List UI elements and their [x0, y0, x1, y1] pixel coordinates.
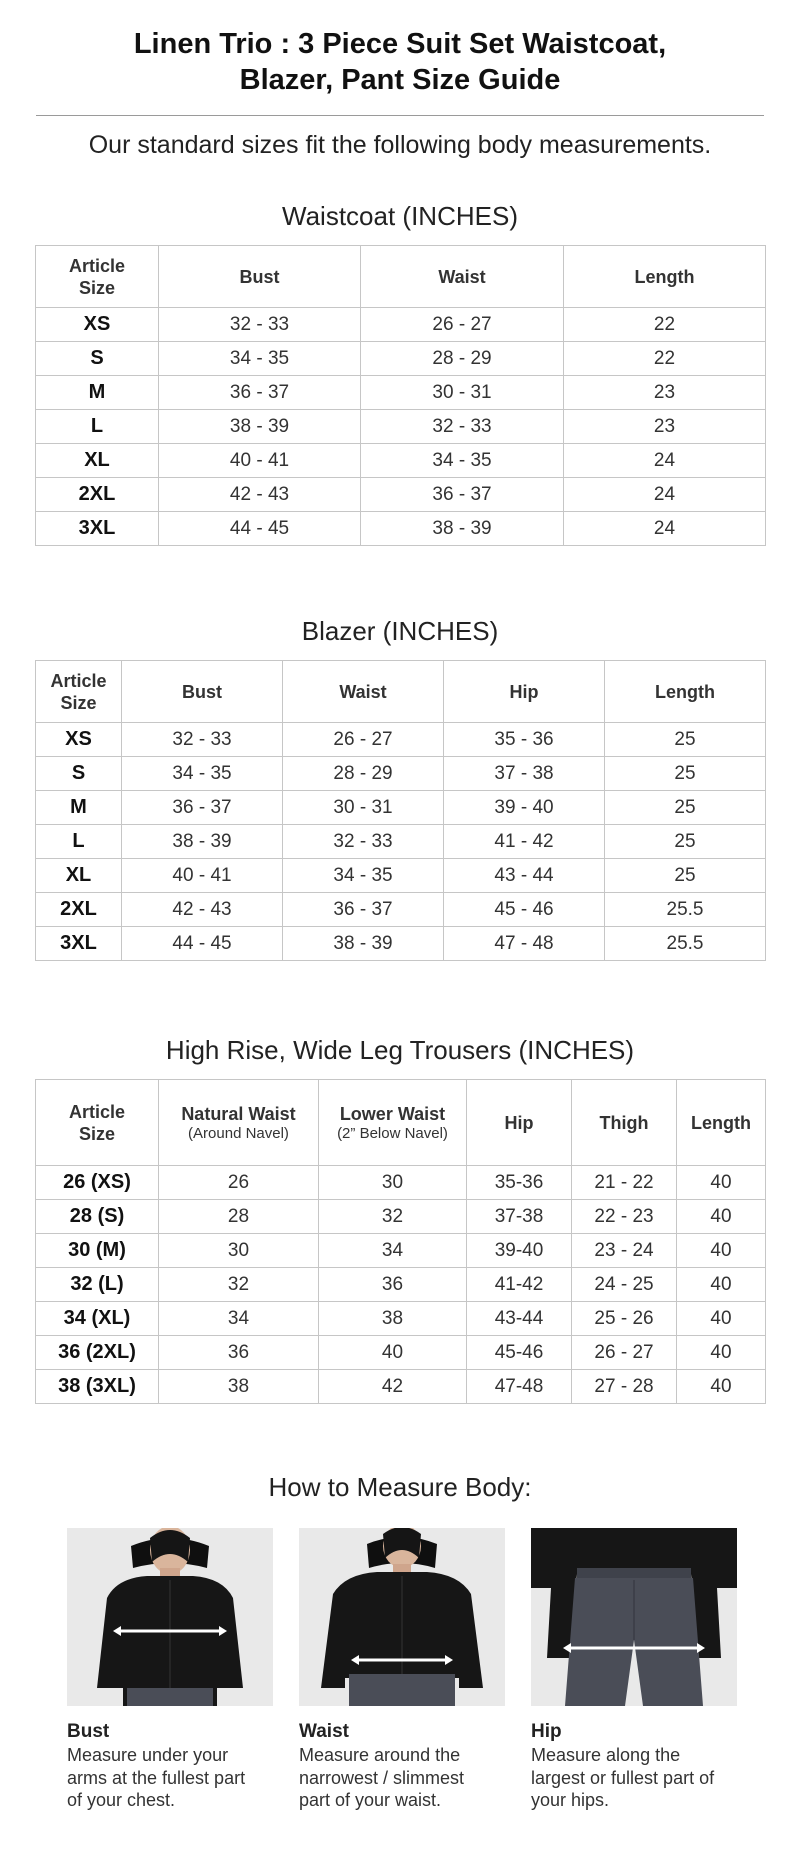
measurement-cell: 44 - 45	[122, 927, 283, 961]
size-cell: 2XL	[36, 893, 122, 927]
bust-measurement-photo	[67, 1528, 273, 1706]
measurement-cell: 25	[605, 791, 766, 825]
column-header-article-size: Article Size	[36, 661, 122, 723]
measurement-cell: 32	[319, 1200, 467, 1234]
table-row	[36, 927, 766, 961]
bust-caption-line-3: of your chest.	[67, 1790, 176, 1810]
bust-caption	[67, 1720, 273, 1812]
table-header-row	[36, 661, 766, 723]
measurement-cell: 23	[564, 410, 766, 444]
column-header-length: Length	[605, 661, 766, 723]
measurement-photos	[67, 1528, 733, 1706]
measurement-cell: 36	[159, 1336, 319, 1370]
measurement-cell: 36 - 37	[361, 478, 564, 512]
trousers-heading: High Rise, Wide Leg Trousers (INCHES)	[165, 1035, 635, 1065]
measurement-cell: 42	[319, 1370, 467, 1404]
measurement-cell: 41-42	[467, 1268, 572, 1302]
size-cell: M	[36, 791, 122, 825]
table-row	[36, 410, 766, 444]
measurement-cell: 34 - 35	[361, 444, 564, 478]
waist-measurement-photo	[299, 1528, 505, 1706]
table-row	[36, 376, 766, 410]
measurement-cell: 34	[159, 1302, 319, 1336]
measurement-cell: 23 - 24	[572, 1234, 677, 1268]
hip-caption	[531, 1720, 737, 1812]
measurement-cell: 24	[564, 512, 766, 546]
waist-caption-line-2: narrowest / slimmest	[299, 1767, 465, 1788]
column-header-thigh: Thigh	[572, 1080, 677, 1166]
measurement-cell: 27 - 28	[572, 1370, 677, 1404]
measurement-cell: 42 - 43	[159, 478, 361, 512]
title-line-1: Linen Trio : 3 Piece Suit Set Waistcoat,	[133, 28, 667, 60]
size-cell: XL	[36, 859, 122, 893]
header-divider	[36, 115, 764, 116]
size-cell: 28 (S)	[36, 1200, 159, 1234]
table-row	[36, 444, 766, 478]
measurement-cell: 47 - 48	[444, 927, 605, 961]
measurement-cell: 34	[319, 1234, 467, 1268]
measurement-cell: 35-36	[467, 1166, 572, 1200]
measurement-cell: 40	[677, 1370, 766, 1404]
size-cell: S	[36, 342, 159, 376]
measurement-cell: 24 - 25	[572, 1268, 677, 1302]
table-row	[36, 1336, 766, 1370]
hip-caption-title: Hip	[531, 1721, 562, 1742]
table-row	[36, 825, 766, 859]
measurement-cell: 45-46	[467, 1336, 572, 1370]
size-cell: L	[36, 410, 159, 444]
measurement-cell: 38 - 39	[283, 927, 444, 961]
size-cell: XL	[36, 444, 159, 478]
measurement-cell: 28 - 29	[361, 342, 564, 376]
table-row	[36, 342, 766, 376]
measurement-cell: 24	[564, 444, 766, 478]
measurement-cell: 22	[564, 308, 766, 342]
hip-caption-line-3: your hips.	[531, 1790, 610, 1810]
measurement-cell: 23	[564, 376, 766, 410]
measurement-cell: 32 - 33	[361, 410, 564, 444]
measurement-cell: 24	[564, 478, 766, 512]
measurement-cell: 30 - 31	[361, 376, 564, 410]
column-header-lower-waist-note: (2” Below Navel)	[337, 1124, 448, 1142]
column-header-length: Length	[564, 246, 766, 308]
measurement-cell: 40 - 41	[159, 444, 361, 478]
table-row	[36, 791, 766, 825]
measurement-cell: 40	[677, 1234, 766, 1268]
hip-caption-line-1: Measure along the	[531, 1745, 681, 1765]
column-header-article-size: Article Size	[36, 246, 159, 308]
measurement-cell: 38 - 39	[361, 512, 564, 546]
column-header-hip: Hip	[467, 1080, 572, 1166]
size-cell: 3XL	[36, 512, 159, 546]
measurement-cell: 39 - 40	[444, 791, 605, 825]
waist-caption-line-3: part of your waist.	[299, 1790, 442, 1810]
column-header-hip: Hip	[444, 661, 605, 723]
page-title	[0, 26, 800, 98]
bust-caption-title: Bust	[67, 1721, 110, 1742]
waistcoat-heading: Waistcoat (INCHES)	[282, 201, 518, 231]
measurement-cell: 40	[677, 1166, 766, 1200]
column-header-waist: Waist	[283, 661, 444, 723]
measurement-cell: 30	[159, 1234, 319, 1268]
measurement-cell: 37 - 38	[444, 757, 605, 791]
size-cell: 30 (M)	[36, 1234, 159, 1268]
hip-caption-line-2: largest or fullest part of	[531, 1767, 715, 1788]
measurement-cell: 25 - 26	[572, 1302, 677, 1336]
measurement-cell: 40	[677, 1268, 766, 1302]
blazer-size-table	[35, 660, 766, 961]
measurement-cell: 37-38	[467, 1200, 572, 1234]
table-row	[36, 1302, 766, 1336]
size-cell: 2XL	[36, 478, 159, 512]
measurement-cell: 32 - 33	[159, 308, 361, 342]
page-subtitle: Our standard sizes fit the following body measurements.	[88, 131, 712, 159]
size-cell: 38 (3XL)	[36, 1370, 159, 1404]
measurement-cell: 44 - 45	[159, 512, 361, 546]
table-row	[36, 1234, 766, 1268]
title-line-2: Blazer, Pant Size Guide	[239, 64, 561, 96]
size-cell: XS	[36, 723, 122, 757]
measurement-cell: 32 - 33	[122, 723, 283, 757]
measurement-cell: 26 - 27	[572, 1336, 677, 1370]
measurement-cell: 25.5	[605, 927, 766, 961]
measurement-cell: 40	[319, 1336, 467, 1370]
measurement-cell: 38 - 39	[159, 410, 361, 444]
table-header-row	[36, 246, 766, 308]
measurement-cell: 39-40	[467, 1234, 572, 1268]
size-cell: 36 (2XL)	[36, 1336, 159, 1370]
column-header-natural-waist-label: Natural Waist	[181, 1103, 296, 1124]
table-row	[36, 1268, 766, 1302]
measurement-cell: 25	[605, 859, 766, 893]
how-to-measure-heading: How to Measure Body:	[268, 1472, 532, 1502]
measurement-cell: 43-44	[467, 1302, 572, 1336]
table-row	[36, 1200, 766, 1234]
measurement-cell: 28	[159, 1200, 319, 1234]
measurement-cell: 34 - 35	[159, 342, 361, 376]
size-cell: 3XL	[36, 927, 122, 961]
measurement-cell: 45 - 46	[444, 893, 605, 927]
measurement-cell: 25.5	[605, 893, 766, 927]
bust-caption-line-2: arms at the fullest part	[67, 1767, 246, 1788]
measurement-cell: 42 - 43	[122, 893, 283, 927]
measurement-cell: 22 - 23	[572, 1200, 677, 1234]
column-header-natural-waist	[159, 1080, 319, 1166]
measurement-cell: 41 - 42	[444, 825, 605, 859]
measurement-cell: 38	[319, 1302, 467, 1336]
table-row	[36, 478, 766, 512]
measurement-cell: 40	[677, 1302, 766, 1336]
table-row	[36, 859, 766, 893]
measurement-cell: 30	[319, 1166, 467, 1200]
trousers-size-table	[35, 1079, 766, 1404]
measurement-cell: 25	[605, 757, 766, 791]
waist-caption	[299, 1720, 505, 1812]
column-header-length: Length	[677, 1080, 766, 1166]
measurement-cell: 36 - 37	[122, 791, 283, 825]
measurement-cell: 35 - 36	[444, 723, 605, 757]
column-header-natural-waist-note: (Around Navel)	[188, 1124, 289, 1142]
measurement-cell: 36 - 37	[159, 376, 361, 410]
measurement-cell: 34 - 35	[283, 859, 444, 893]
table-row	[36, 893, 766, 927]
size-cell: XS	[36, 308, 159, 342]
measurement-cell: 26	[159, 1166, 319, 1200]
measurement-cell: 25	[605, 723, 766, 757]
measurement-cell: 26 - 27	[283, 723, 444, 757]
measurement-cell: 26 - 27	[361, 308, 564, 342]
column-header-article-size: Article Size	[36, 1080, 159, 1166]
table-row	[36, 723, 766, 757]
measurement-cell: 36	[319, 1268, 467, 1302]
table-row	[36, 1166, 766, 1200]
measurement-cell: 32 - 33	[283, 825, 444, 859]
waist-caption-line-1: Measure around the	[299, 1745, 461, 1765]
measurement-cell: 40	[677, 1200, 766, 1234]
measurement-cell: 22	[564, 342, 766, 376]
table-header-row	[36, 1080, 766, 1166]
size-cell: M	[36, 376, 159, 410]
column-header-bust: Bust	[159, 246, 361, 308]
measurement-cell: 34 - 35	[122, 757, 283, 791]
blazer-heading: Blazer (INCHES)	[301, 616, 499, 646]
column-header-bust: Bust	[122, 661, 283, 723]
measurement-cell: 43 - 44	[444, 859, 605, 893]
waistcoat-size-table	[35, 245, 766, 546]
bust-caption-line-1: Measure under your	[67, 1745, 229, 1765]
measurement-cell: 28 - 29	[283, 757, 444, 791]
hip-measurement-photo	[531, 1528, 737, 1706]
measurement-cell: 47-48	[467, 1370, 572, 1404]
column-header-lower-waist	[319, 1080, 467, 1166]
measurement-cell: 40	[677, 1336, 766, 1370]
table-row	[36, 757, 766, 791]
size-cell: 34 (XL)	[36, 1302, 159, 1336]
measurement-cell: 40 - 41	[122, 859, 283, 893]
measurement-cell: 38	[159, 1370, 319, 1404]
table-row	[36, 308, 766, 342]
measurement-cell: 32	[159, 1268, 319, 1302]
measurement-cell: 30 - 31	[283, 791, 444, 825]
waist-caption-title: Waist	[299, 1721, 349, 1742]
table-row	[36, 1370, 766, 1404]
measurement-cell: 38 - 39	[122, 825, 283, 859]
table-row	[36, 512, 766, 546]
size-cell: 32 (L)	[36, 1268, 159, 1302]
measurement-cell: 36 - 37	[283, 893, 444, 927]
measurement-cell: 21 - 22	[572, 1166, 677, 1200]
size-cell: L	[36, 825, 122, 859]
column-header-waist: Waist	[361, 246, 564, 308]
column-header-lower-waist-label: Lower Waist	[339, 1103, 446, 1124]
size-cell: 26 (XS)	[36, 1166, 159, 1200]
size-cell: S	[36, 757, 122, 791]
measurement-cell: 25	[605, 825, 766, 859]
